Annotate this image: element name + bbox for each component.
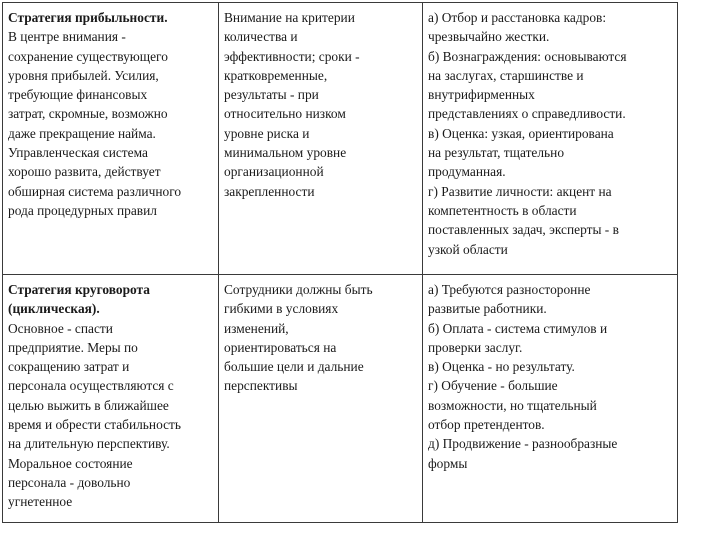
text-line: изменений,: [224, 320, 289, 336]
text-line: персонала осуществляются с: [8, 378, 174, 394]
text-line: сохранение существующего: [8, 48, 168, 64]
text-line: Сотрудники должны быть: [224, 282, 373, 297]
text-line: на заслугах, старшинстве и: [428, 67, 584, 83]
text-line: кратковременные,: [224, 67, 328, 83]
text-line: д) Продвижение - разнообразные: [428, 436, 618, 452]
text-line: обширная система различного: [8, 183, 182, 199]
text-line: уровня прибылей. Усилия,: [8, 67, 159, 83]
strategy-description: [8, 319, 213, 512]
text-line: поставленных задач, эксперты - в: [428, 222, 619, 238]
text-line: большие цели и дальние: [224, 359, 364, 375]
text-line: в) Оценка - но результату.: [428, 359, 575, 375]
text-line: затрат, скромные, возможно: [8, 106, 168, 122]
text-line: а) Отбор и расстановка кадров:: [428, 10, 607, 25]
text-line: г) Обучение - большие: [428, 378, 558, 394]
text-line: возможности, но тщательный: [428, 397, 597, 413]
text-line: компетентность в области: [428, 202, 577, 218]
table-row: [3, 275, 678, 523]
text-line: Стратегия прибыльности.: [8, 10, 168, 25]
text-line: В центре внимания -: [8, 29, 126, 45]
text-line: отбор претендентов.: [428, 417, 545, 433]
hr-policy-cell: [423, 3, 678, 275]
text-line: проверки заслуг.: [428, 339, 523, 355]
text-line: узкой области: [428, 241, 508, 257]
text-line: формы: [428, 455, 468, 471]
text-line: даже прекращение найма.: [8, 125, 156, 141]
text-line: на результат, тщательно: [428, 145, 565, 161]
text-line: внутрифирменных: [428, 87, 535, 103]
text-line: (циклическая).: [8, 301, 100, 317]
table-row: [3, 3, 678, 275]
strategy-cell: [3, 3, 219, 275]
text-line: угнетенное: [8, 494, 73, 510]
text-line: целью выжить в ближайшее: [8, 397, 169, 413]
strategy-description: [8, 27, 213, 220]
text-line: требующие финансовых: [8, 87, 148, 103]
text-line: результаты - при: [224, 87, 319, 103]
text-line: гибкими в условиях: [224, 301, 339, 317]
text-line: Основное - спасти: [8, 320, 113, 336]
criteria-cell: [219, 3, 423, 275]
text-line: Моральное состояние: [8, 455, 133, 471]
text-line: предприятие. Меры по: [8, 339, 138, 355]
text-line: уровне риска и: [224, 125, 310, 141]
text-line: развитые работники.: [428, 301, 547, 317]
text-line: на длительную перспективу.: [8, 436, 170, 452]
strategy-title: [8, 280, 213, 319]
text-line: Внимание на критерии: [224, 10, 355, 25]
text-line: б) Оплата - система стимулов и: [428, 320, 608, 336]
text-line: время и обрести стабильность: [8, 417, 182, 433]
text-line: г) Развитие личности: акцент на: [428, 183, 612, 199]
text-line: перспективы: [224, 378, 298, 394]
text-line: рода процедурных правил: [8, 202, 157, 218]
text-line: организационной: [224, 164, 324, 180]
text-line: хорошо развита, действует: [8, 164, 161, 180]
text-line: б) Вознаграждения: основываются: [428, 48, 627, 64]
text-line: ориентироваться на: [224, 339, 337, 355]
text-line: эффективности; сроки -: [224, 48, 360, 64]
text-line: закрепленности: [224, 183, 315, 199]
strategy-title: [8, 8, 213, 27]
strategy-cell: [3, 275, 219, 523]
text-line: персонала - довольно: [8, 474, 131, 490]
text-line: в) Оценка: узкая, ориентирована: [428, 125, 614, 141]
strategy-table: [2, 2, 678, 523]
text-line: относительно низком: [224, 106, 346, 122]
text-line: а) Требуются разносторонне: [428, 282, 591, 297]
text-line: Стратегия круговорота: [8, 282, 150, 297]
text-line: Управленческая система: [8, 145, 148, 161]
text-line: количества и: [224, 29, 298, 45]
text-line: представлениях о справедливости.: [428, 106, 626, 122]
hr-policy-cell: [423, 275, 678, 523]
text-line: минимальном уровне: [224, 145, 347, 161]
criteria-cell: [219, 275, 423, 523]
text-line: продуманная.: [428, 164, 506, 180]
text-line: сокращению затрат и: [8, 359, 130, 375]
text-line: чрезвычайно жестки.: [428, 29, 550, 45]
